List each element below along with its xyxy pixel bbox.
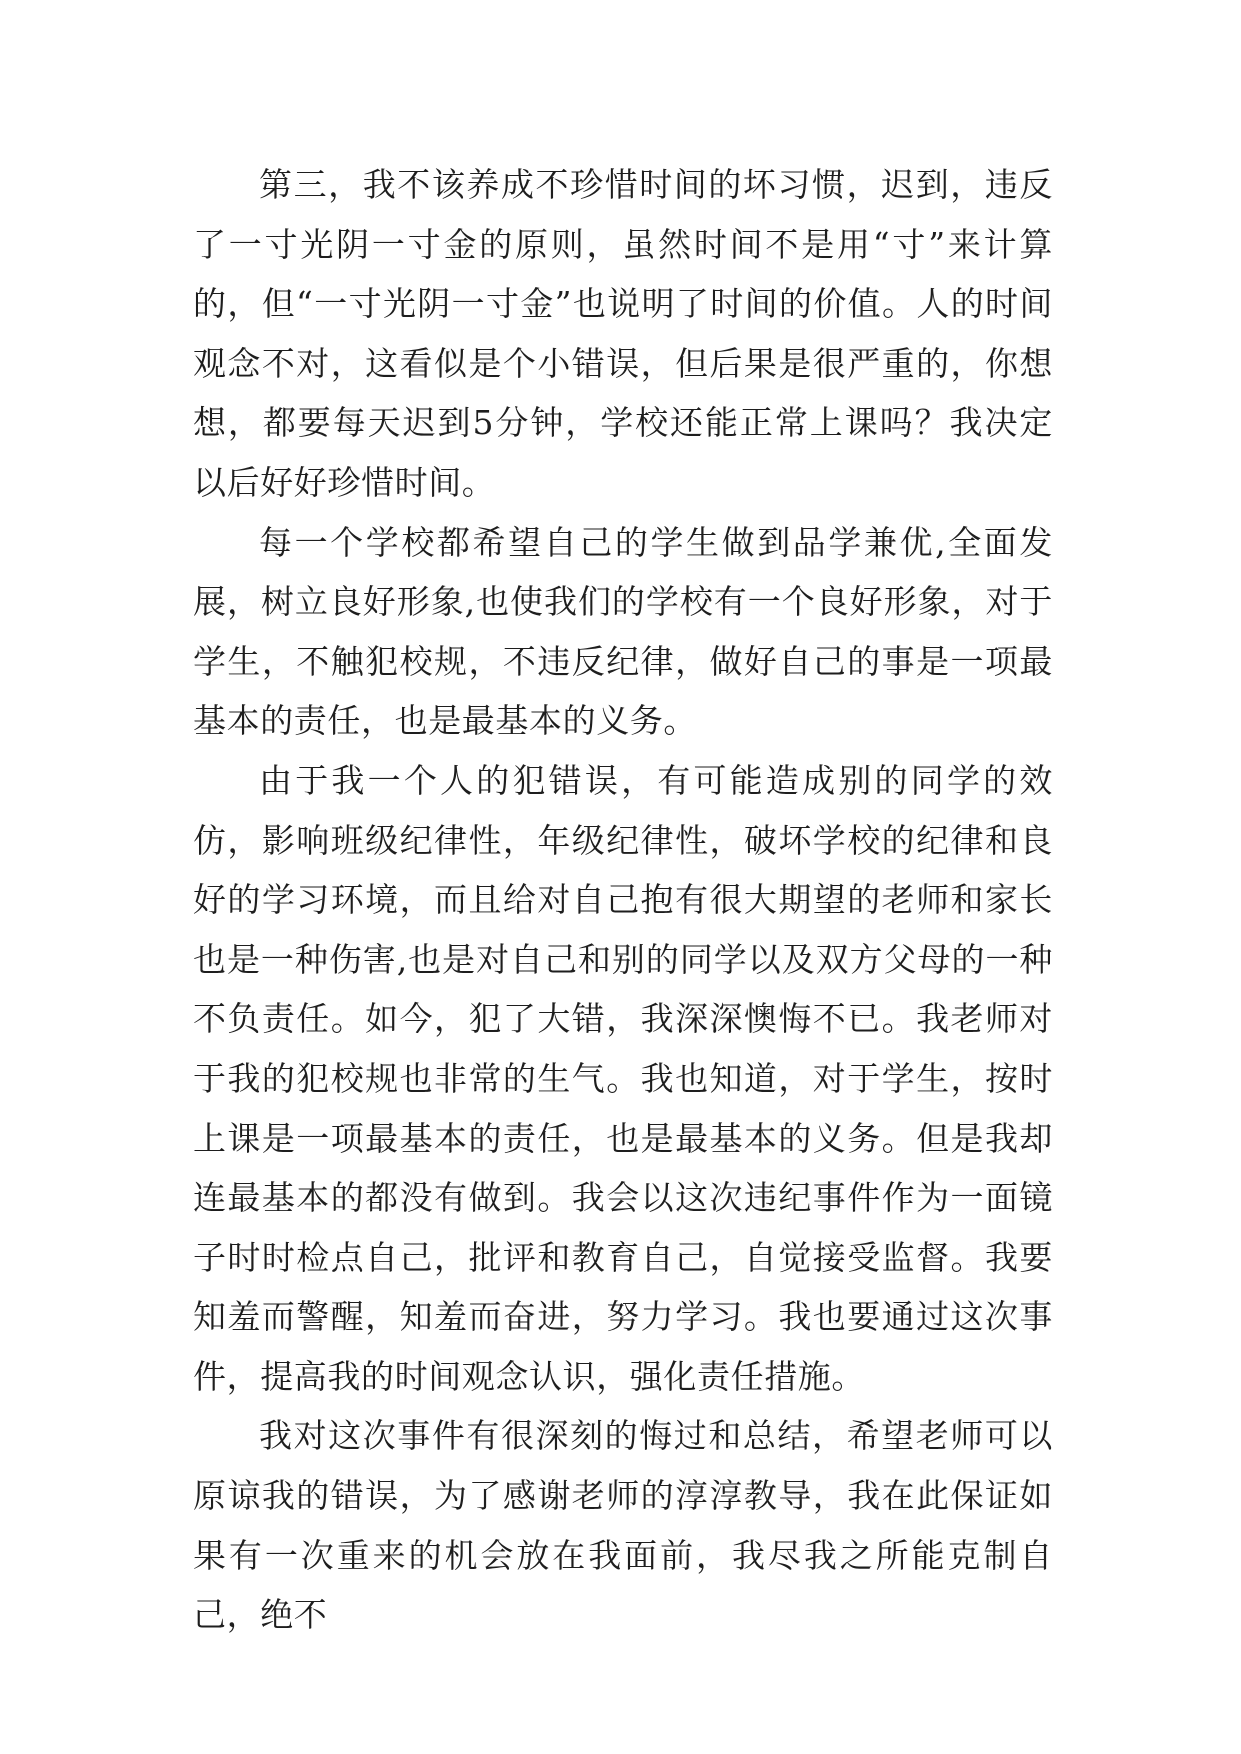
document-body: [193, 155, 1053, 1645]
paragraph-1: 第三，我不该养成不珍惜时间的坏习惯，迟到，违反了一寸光阴一寸金的原则，虽然时间不是用“寸”来计算的，但“一寸光阴一寸金”也说明了时间的价值。人的时间观念不对，这看似是个小错误，但后果是很严重的，你想想，都要每天迟到5分钟，学校还能正常上课吗？我决定以后好好珍惜时间。: [193, 165, 1053, 502]
paragraph-2: 每一个学校都希望自己的学生做到品学兼优,全面发展，树立良好形象,也使我们的学校有一个良好形象，对于学生，不触犯校规，不违反纪律，做好自己的事是一项最基本的责任，也是最基本的义务。: [193, 522, 1053, 741]
paragraph-3: 由于我一个人的犯错误，有可能造成别的同学的效仿，影响班级纪律性，年级纪律性，破坏学校的纪律和良好的学习环境，而且给对自己抱有很大期望的老师和家长也是一种伤害,也是对自己和别的同学以及双方父母的一种不负责任。如今，犯了大错，我深深懊悔不已。我老师对于我的犯校规也非常的生气。我也知道，对于学生，按时上课是一项最基本的责任，也是最基本的义务。但是我却连最基本的都没有做到。我会以这次违纪事件作为一面镜子时时检点自己，批评和教育自己，自觉接受监督。我要知羞而警醒，知羞而奋进，努力学习。我也要通过这次事件，提高我的时间观念认识，强化责任措施。: [193, 760, 1053, 1396]
paragraph-4: 我对这次事件有很深刻的悔过和总结，希望老师可以原谅我的错误，为了感谢老师的淳淳教导，我在此保证如果有一次重来的机会放在我面前，我尽我之所能克制自己，绝不: [193, 1416, 1053, 1635]
